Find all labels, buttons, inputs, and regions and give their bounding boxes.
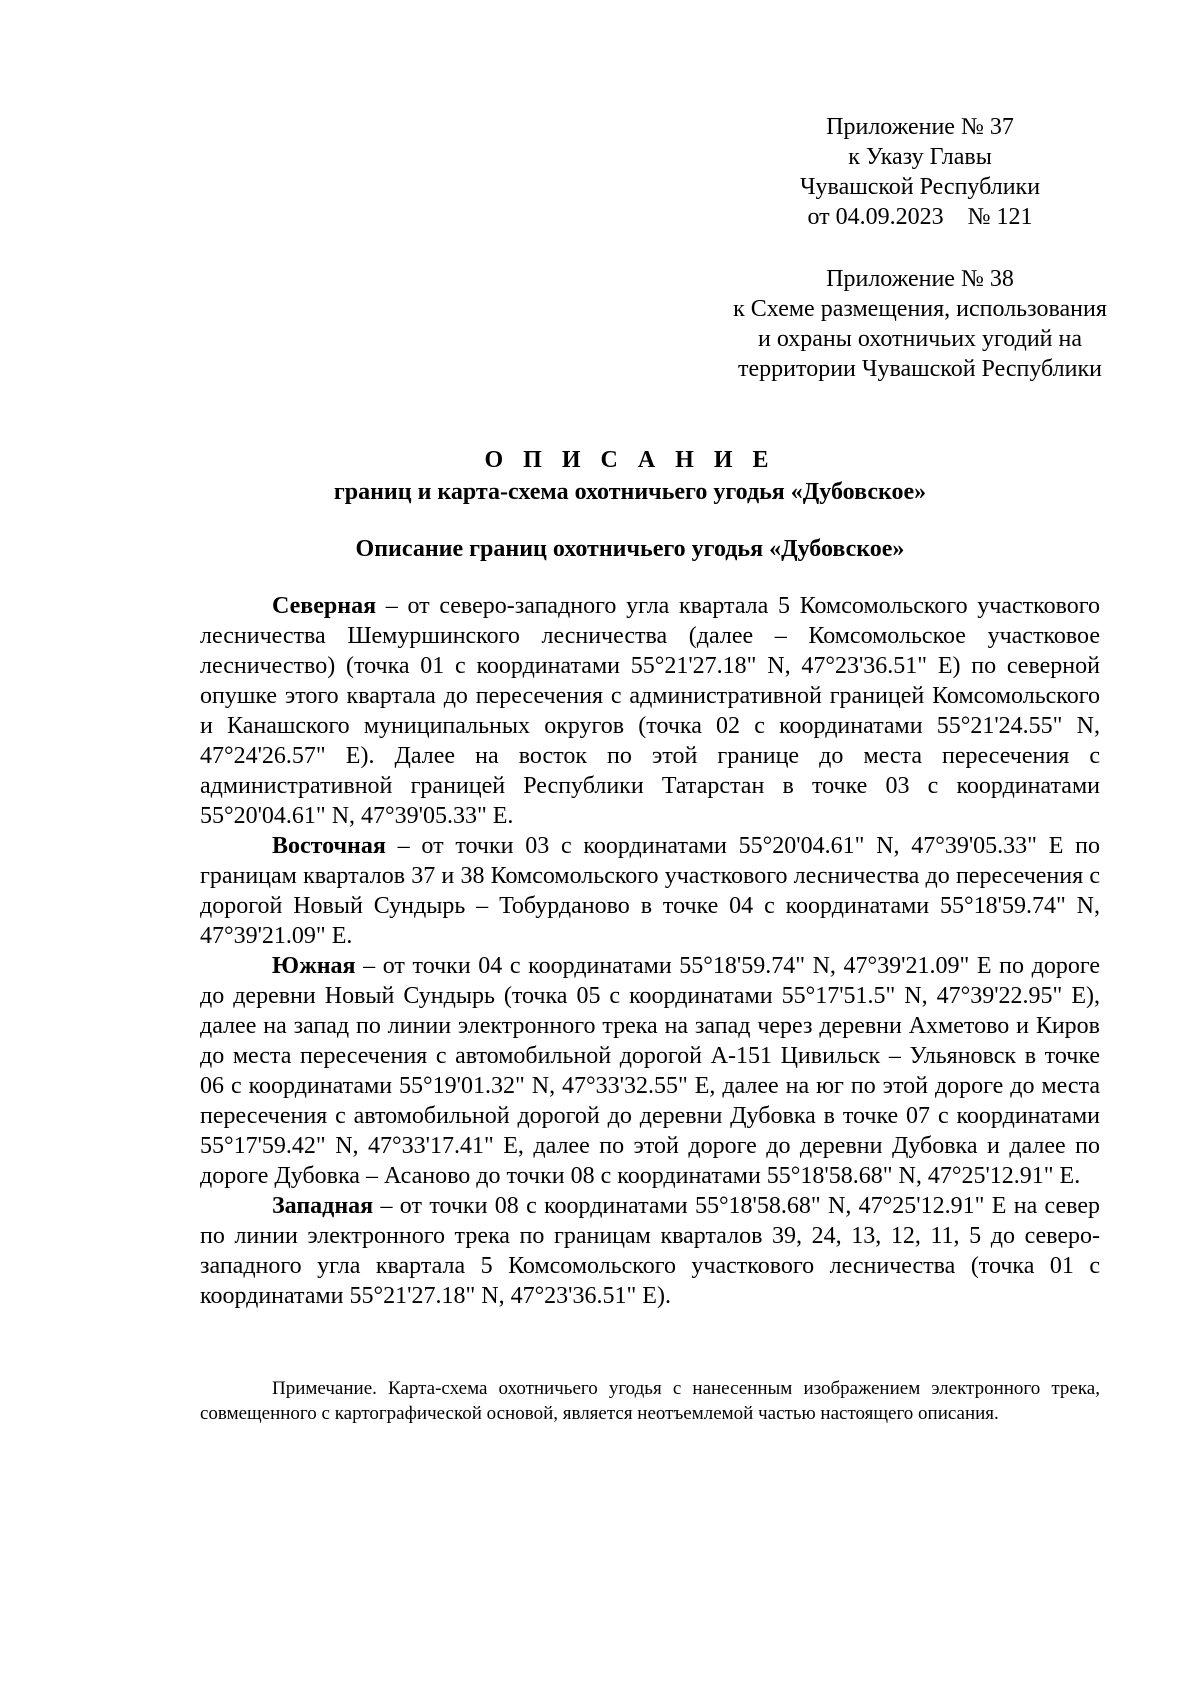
- annex-38-line3: и охраны охотничьих угодий на: [757, 326, 1083, 352]
- border-south-text: – от точки 04 с координатами 55°18'59.74" N, 47°39'21.09" E по дороге до деревни Новый Сундырь (точка 05 с координатами 55°17'51.5" N, 47°39'22.95" E), далее на запад по линии электронного трека на запад через деревни Ахметово и Киров до места пересечения с автомобильной дорогой А-151 Цивильск – Ульяновск в точке 06 с координатами 55°19'01.32" N, 47°33'32.55" E, далее на юг по этой дороге до места пересечения с автомобильной дорогой до деревни Дубовка в точке 07 с координатами 55°17'59.42" N, 47°33'17.41" E, далее по этой дороге до деревни Дубовка и далее по дороге Дубовка – Асаново до точки 08 с координатами 55°18'58.68" N, 47°25'12.91" E.: [200, 953, 1100, 1189]
- annex-37-line3: Чувашской Республики: [799, 174, 1041, 200]
- document-title: [200, 444, 1060, 508]
- annex-37-date: от 04.09.2023 № 121: [807, 204, 1033, 230]
- annex-37-number: Приложение № 37: [826, 114, 1014, 140]
- annex-37-header: [760, 112, 1080, 232]
- border-west-text: – от точки 08 с координатами 55°18'58.68" N, 47°25'12.91" E на север по линии электронного трека по границам кварталов 39, 24, 13, 12, 11, 5 до северо-западного угла квартала 5 Комсомольского участкового лесничества (точка 01 с координатами 55°21'27.18" N, 47°23'36.51" E).: [200, 1193, 1100, 1309]
- annex-38-number: Приложение № 38: [826, 266, 1014, 292]
- borders-description: [200, 591, 1100, 1311]
- annex-38-header: [690, 264, 1150, 384]
- title-main: О П И С А Н И Е: [484, 447, 776, 473]
- footnote: [200, 1376, 1100, 1426]
- annex-38-line2: к Схеме размещения, использования: [733, 296, 1107, 322]
- border-north-text: – от северо-западного угла квартала 5 Комсомольского участкового лесничества Шемуршинского лесничества (далее – Комсомольское участковое лесничество) (точка 01 с координатами 55°21'27.18" N, 47°23'36.51" E) по северной опушке этого квартала до пересечения с административной границей Комсомольского и Канашского муниципальных округов (точка 02 с координатами 55°21'24.55" N, 47°24'26.57" E). Далее на восток по этой границе до места пересечения с административной границей Республики Татарстан в точке 03 с координатами 55°20'04.61" N, 47°39'05.33" E.: [200, 593, 1100, 829]
- border-east: [200, 831, 1100, 951]
- section-title: Описание границ охотничьего угодья «Дубовское»: [355, 536, 905, 562]
- border-south-label: Южная: [272, 953, 356, 979]
- border-west-label: Западная: [272, 1193, 374, 1219]
- border-north-label: Северная: [272, 593, 377, 619]
- border-west: [200, 1191, 1100, 1311]
- footnote-text: Примечание. Карта-схема охотничьего угодья с нанесенным изображением электронного трека, совмещенного с картографической основой, является неотъемлемой частью настоящего описания.: [200, 1378, 1100, 1424]
- title-sub: границ и карта-схема охотничьего угодья «Дубовское»: [333, 479, 927, 505]
- border-north: [200, 591, 1100, 831]
- annex-37-line2: к Указу Главы: [848, 144, 992, 170]
- border-south: [200, 951, 1100, 1191]
- border-east-label: Восточная: [272, 833, 386, 859]
- annex-38-line4: территории Чувашской Республики: [738, 356, 1102, 382]
- border-east-text: – от точки 03 с координатами 55°20'04.61" N, 47°39'05.33" E по границам кварталов 37 и 38 Комсомольского участкового лесничества до пересечения с дорогой Новый Сундырь – Тобурданово в точке 04 с координатами 55°18'59.74" N, 47°39'21.09" E.: [200, 833, 1100, 949]
